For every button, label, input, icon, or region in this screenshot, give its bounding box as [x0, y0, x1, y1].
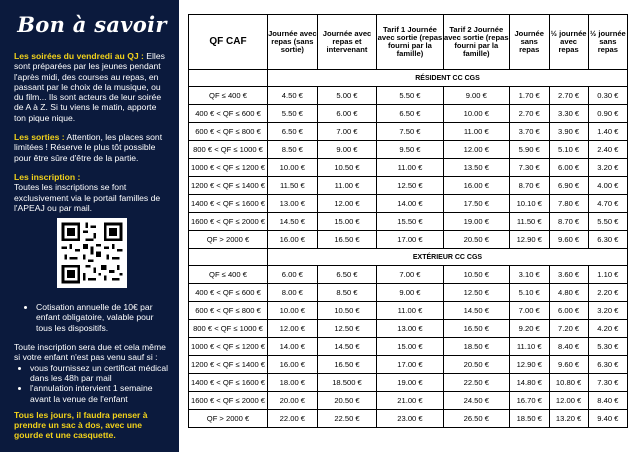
price-cell: 10.10 € [509, 195, 549, 213]
resident-table-row [189, 195, 628, 213]
exterieur-table-row [189, 374, 628, 392]
price-cell: 4.00 € [588, 177, 627, 195]
price-cell: 7.00 € [317, 123, 377, 141]
price-cell: 4.70 € [588, 195, 627, 213]
resident-table-row [189, 87, 628, 105]
price-cell: 2.40 € [588, 141, 627, 159]
price-cell: 14.00 € [377, 195, 443, 213]
price-cell: 11.00 € [377, 159, 443, 177]
annulation-intro: Toute inscription sera due et cela même si votre enfant n'est pas venu sauf si : [14, 342, 166, 363]
header-tarif-2: Tarif 2 Journée avec sortie (repas fourni par la famille) [443, 15, 509, 70]
price-cell: 10.50 € [443, 266, 509, 284]
price-cell: 6.30 € [588, 231, 627, 249]
price-cell: 10.50 € [317, 302, 377, 320]
price-cell: 3.20 € [588, 159, 627, 177]
qf-bracket-cell: 800 € < QF ≤ 1000 € [189, 141, 268, 159]
price-cell: 14.00 € [268, 338, 318, 356]
price-cell: 5.00 € [317, 87, 377, 105]
header-tarif-1: Tarif 1 Journée avec sortie (repas fourni par la famille) [377, 15, 443, 70]
price-cell: 9.60 € [549, 356, 588, 374]
price-cell: 12.50 € [443, 284, 509, 302]
price-cell: 8.40 € [588, 392, 627, 410]
price-cell: 1.10 € [588, 266, 627, 284]
price-cell: 10.00 € [268, 302, 318, 320]
price-cell: 5.30 € [588, 338, 627, 356]
price-cell: 4.20 € [588, 320, 627, 338]
resident-table-row [189, 231, 628, 249]
price-cell: 14.50 € [443, 302, 509, 320]
qf-bracket-cell: 400 € < QF ≤ 600 € [189, 284, 268, 302]
price-cell: 22.50 € [317, 410, 377, 428]
price-cell: 11.00 € [443, 123, 509, 141]
price-cell: 6.50 € [377, 105, 443, 123]
price-cell: 20.50 € [317, 392, 377, 410]
header-journee-intervenant: Journée avec repas et intervenant [317, 15, 377, 70]
cotisation-item: • Cotisation annuelle de 10€ par enfant obligatoire, valable pour tous les dispositifs. [36, 302, 170, 333]
price-cell: 16.00 € [443, 177, 509, 195]
price-cell: 13.50 € [443, 159, 509, 177]
price-cell: 18.00 € [268, 374, 318, 392]
qf-bracket-cell: 1400 € < QF ≤ 1600 € [189, 195, 268, 213]
price-cell: 6.00 € [549, 159, 588, 177]
qf-bracket-cell: QF ≤ 400 € [189, 87, 268, 105]
price-cell: 22.00 € [268, 410, 318, 428]
price-cell: 16.50 € [443, 320, 509, 338]
qf-bracket-cell: 1600 € < QF ≤ 2000 € [189, 392, 268, 410]
info-sidebar [0, 0, 179, 452]
price-cell: 11.00 € [317, 177, 377, 195]
inscription-label: Les inscription : [14, 171, 81, 182]
qf-bracket-cell: 1000 € < QF ≤ 1200 € [189, 159, 268, 177]
price-cell: 6.00 € [317, 105, 377, 123]
price-cell: 2.70 € [549, 87, 588, 105]
price-cell: 6.90 € [549, 177, 588, 195]
price-cell: 19.00 € [377, 374, 443, 392]
sorties-text: Attention, les places sont limitées ! Réserve le plus tôt possible pour être sûre d'être de la partie. [14, 132, 163, 163]
price-cell: 12.00 € [443, 141, 509, 159]
price-cell: 5.50 € [377, 87, 443, 105]
soirees-paragraph [14, 51, 170, 123]
price-cell: 5.50 € [268, 105, 318, 123]
price-cell: 7.50 € [377, 123, 443, 141]
price-cell: 6.50 € [317, 266, 377, 284]
price-cell: 3.60 € [549, 266, 588, 284]
price-cell: 6.50 € [268, 123, 318, 141]
price-cell: 18.50 € [443, 338, 509, 356]
price-cell: 9.50 € [377, 141, 443, 159]
price-cell: 3.90 € [549, 123, 588, 141]
price-cell: 7.00 € [509, 302, 549, 320]
price-cell: 2.70 € [509, 105, 549, 123]
price-cell: 5.10 € [549, 141, 588, 159]
resident-table-row [189, 123, 628, 141]
price-cell: 12.50 € [377, 177, 443, 195]
qf-bracket-cell: 1200 € < QF ≤ 1400 € [189, 177, 268, 195]
exterieur-table-row [189, 392, 628, 410]
price-cell: 12.00 € [317, 195, 377, 213]
price-cell: 1.40 € [588, 123, 627, 141]
price-cell: 21.00 € [377, 392, 443, 410]
price-cell: 9.60 € [549, 231, 588, 249]
header-journee-repas: Journée avec repas (sans sortie) [268, 15, 318, 70]
annulation-item-certificat: • vous fournissez un certificat médical dans les 48h par mail [30, 363, 170, 384]
resident-table-row [189, 105, 628, 123]
price-cell: 12.00 € [268, 320, 318, 338]
qf-bracket-cell: 600 € < QF ≤ 800 € [189, 302, 268, 320]
price-cell: 12.50 € [317, 320, 377, 338]
price-cell: 4.80 € [549, 284, 588, 302]
price-cell: 11.10 € [509, 338, 549, 356]
price-cell: 1.70 € [509, 87, 549, 105]
price-cell: 26.50 € [443, 410, 509, 428]
price-cell: 20.00 € [268, 392, 318, 410]
price-cell: 13.00 € [268, 195, 318, 213]
header-demi-sans-repas: ½ journée sans repas [588, 15, 627, 70]
qf-bracket-cell: 600 € < QF ≤ 800 € [189, 123, 268, 141]
section-empty-cell [189, 249, 268, 266]
exterieur-table-row [189, 284, 628, 302]
price-cell: 10.80 € [549, 374, 588, 392]
footer-note: Tous les jours, il faudra penser à prendre un sac à dos, avec une gourde et une casquette. [14, 409, 148, 441]
resident-table-row [189, 141, 628, 159]
price-cell: 7.30 € [588, 374, 627, 392]
price-cell: 16.70 € [509, 392, 549, 410]
price-cell: 20.50 € [443, 231, 509, 249]
exterieur-table-row [189, 410, 628, 428]
price-cell: 23.00 € [377, 410, 443, 428]
price-cell: 15.50 € [377, 213, 443, 231]
qf-bracket-cell: QF > 2000 € [189, 410, 268, 428]
price-cell: 24.50 € [443, 392, 509, 410]
qf-bracket-cell: 800 € < QF ≤ 1000 € [189, 320, 268, 338]
price-cell: 5.90 € [509, 141, 549, 159]
price-cell: 8.70 € [549, 213, 588, 231]
qf-bracket-cell: 1000 € < QF ≤ 1200 € [189, 338, 268, 356]
price-cell: 7.30 € [509, 159, 549, 177]
qr-code-icon[interactable] [57, 218, 127, 288]
qf-bracket-cell: 1400 € < QF ≤ 1600 € [189, 374, 268, 392]
soirees-label: Les soirées du vendredi au QJ : [14, 51, 144, 61]
price-cell: 20.50 € [443, 356, 509, 374]
section-resident-label: RÉSIDENT CC CGS [268, 70, 628, 87]
price-cell: 3.30 € [549, 105, 588, 123]
price-cell: 7.20 € [549, 320, 588, 338]
price-cell: 3.10 € [509, 266, 549, 284]
price-cell: 5.50 € [588, 213, 627, 231]
price-cell: 0.30 € [588, 87, 627, 105]
price-cell: 8.70 € [509, 177, 549, 195]
price-cell: 11.00 € [377, 302, 443, 320]
table-header-row [189, 15, 628, 70]
price-cell: 3.20 € [588, 302, 627, 320]
price-cell: 16.50 € [317, 231, 377, 249]
price-cell: 6.30 € [588, 356, 627, 374]
table-body [189, 70, 628, 428]
price-cell: 16.00 € [268, 356, 318, 374]
price-cell: 12.00 € [549, 392, 588, 410]
qf-bracket-cell: QF > 2000 € [189, 231, 268, 249]
cotisation-list [14, 302, 170, 333]
price-cell: 5.10 € [509, 284, 549, 302]
price-cell: 22.50 € [443, 374, 509, 392]
resident-table-row [189, 177, 628, 195]
exterieur-table-row [189, 356, 628, 374]
annulation-list [14, 363, 170, 404]
price-cell: 9.00 € [443, 87, 509, 105]
section-empty-cell [189, 70, 268, 87]
price-cell: 15.00 € [317, 213, 377, 231]
price-cell: 10.00 € [443, 105, 509, 123]
price-cell: 10.00 € [268, 159, 318, 177]
price-cell: 17.00 € [377, 356, 443, 374]
exterieur-table-row [189, 302, 628, 320]
price-cell: 6.00 € [268, 266, 318, 284]
price-cell: 6.00 € [549, 302, 588, 320]
price-cell: 14.50 € [317, 338, 377, 356]
price-cell: 13.00 € [377, 320, 443, 338]
qf-bracket-cell: 1200 € < QF ≤ 1400 € [189, 356, 268, 374]
price-cell: 9.00 € [317, 141, 377, 159]
price-cell: 7.80 € [549, 195, 588, 213]
price-cell: 9.00 € [377, 284, 443, 302]
sorties-paragraph [14, 132, 170, 163]
price-cell: 3.70 € [509, 123, 549, 141]
qf-bracket-cell: QF ≤ 400 € [189, 266, 268, 284]
price-cell: 14.50 € [268, 213, 318, 231]
price-cell: 8.50 € [268, 141, 318, 159]
header-journee-sans-repas: Journée sans repas [509, 15, 549, 70]
price-cell: 10.50 € [317, 159, 377, 177]
sorties-label: Les sorties : [14, 132, 65, 143]
header-demi-avec-repas: ½ journée avec repas [549, 15, 588, 70]
header-qf: QF CAF [189, 15, 268, 70]
resident-table-row [189, 213, 628, 231]
soirees-text: Elles sont préparées par les jeunes pendant l'après midi, des courses au repas, en passant par le choix de la musique, ou du film... Ils sont acteurs de leur soirée de A à Z. Si tu viens le matin, apporte ton pique nique. [14, 51, 165, 123]
resident-table-row [189, 159, 628, 177]
price-cell: 9.20 € [509, 320, 549, 338]
annulation-item-delai: • l'annulation intervient 1 semaine avant la venue de l'enfant [30, 383, 170, 404]
price-cell: 17.00 € [377, 231, 443, 249]
price-cell: 4.50 € [268, 87, 318, 105]
section-resident-row [189, 70, 628, 87]
price-cell: 8.50 € [317, 284, 377, 302]
price-cell: 18.50 € [509, 410, 549, 428]
price-cell: 9.40 € [588, 410, 627, 428]
section-exterieur-label: EXTÉRIEUR CC CGS [268, 249, 628, 266]
qf-bracket-cell: 1600 € < QF ≤ 2000 € [189, 213, 268, 231]
exterieur-table-row [189, 338, 628, 356]
price-cell: 7.00 € [377, 266, 443, 284]
price-cell: 19.00 € [443, 213, 509, 231]
price-cell: 8.40 € [549, 338, 588, 356]
exterieur-table-row [189, 266, 628, 284]
price-cell: 2.20 € [588, 284, 627, 302]
inscription-text: Toutes les inscriptions se font exclusivement via le portail familles de l'APEAJ ou par mail. [14, 182, 161, 213]
price-cell: 11.50 € [268, 177, 318, 195]
price-cell: 18.500 € [317, 374, 377, 392]
price-cell: 16.50 € [317, 356, 377, 374]
price-cell: 16.00 € [268, 231, 318, 249]
price-cell: 14.80 € [509, 374, 549, 392]
price-cell: 15.00 € [377, 338, 443, 356]
price-cell: 17.50 € [443, 195, 509, 213]
price-cell: 12.90 € [509, 356, 549, 374]
section-exterieur-row [189, 249, 628, 266]
inscription-paragraph [14, 172, 170, 213]
exterieur-table-row [189, 320, 628, 338]
price-cell: 8.00 € [268, 284, 318, 302]
price-cell: 12.90 € [509, 231, 549, 249]
price-cell: 13.20 € [549, 410, 588, 428]
price-cell: 11.50 € [509, 213, 549, 231]
price-cell: 0.90 € [588, 105, 627, 123]
sidebar-title: Bon à savoir [17, 12, 167, 37]
tariff-table [188, 14, 628, 428]
qf-bracket-cell: 400 € < QF ≤ 600 € [189, 105, 268, 123]
